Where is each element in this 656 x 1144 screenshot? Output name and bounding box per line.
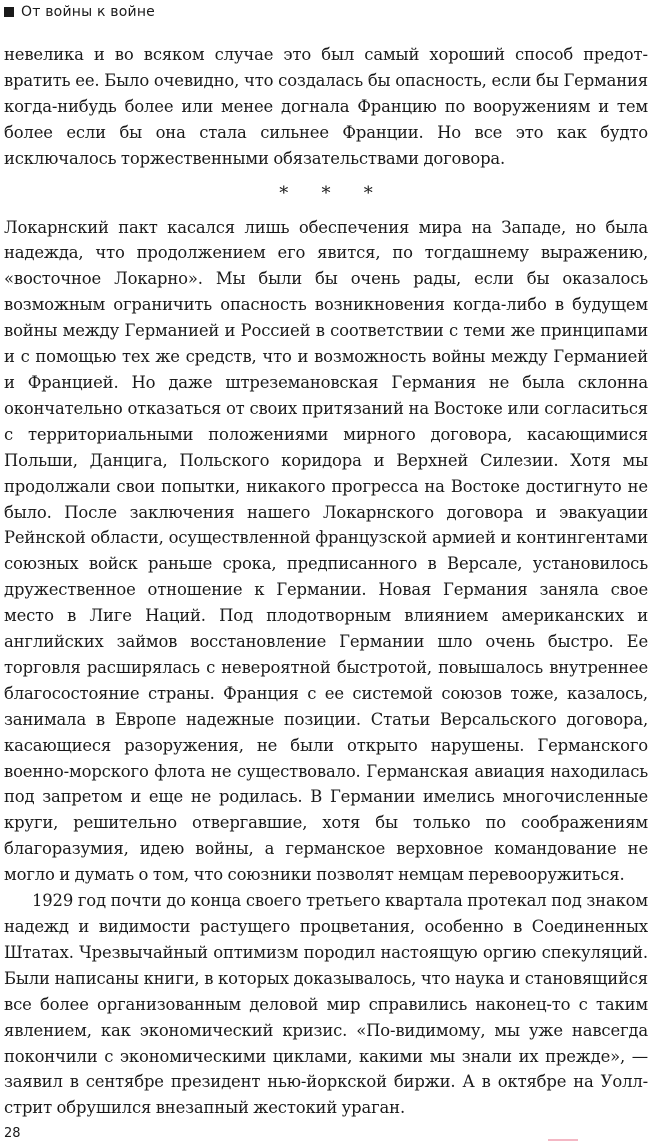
paragraph-locarno: Локарнский пакт касался лишь обеспечения мира на Западе, но была надежда, что продолжением его явится, по тогдашнему выражению, «восточное Локарно». Мы были бы очень рады, если бы оказалось возможным ограничить опасность возникновения когда-либо в будущем войны между Германией и Россией в соответствии с теми же принципами и с помощью тех же средств, что и возможность войны между Германией и Францией. Но даже штреземановская Германия не была склонна окончательно отказаться от своих притязаний на Востоке или согласиться с территориальными положениями мирного договора, касающимися Польши, Данцига, Польского коридора и Верхней Силезии. Хотя мы продолжали свои попытки, никакого прогресса на Востоке достигнуто не было. После заключения нашего Локарнского договора и эвакуации Рейнской области, осуществленной французской армией и контингентами союзных войск раньше срока, предписанного в Версале, установилось дружественное отношение к Германии. Новая Германия заняла свое место в Лиге Наций. Под плодотворным влиянием американских и английских займов восстановление Германии шло очень быстро. Ее торговля расширялась с невероятной быстротой, повышалось внутреннее благосостояние страны. Франция с ее системой союзов тоже, казалось, занимала в Европе надежные позиции. Статьи Версальского договора, касающиеся разоружения, не были открыто нарушены. Германского военно-морского флота не существовало. Германская авиация находилась под запретом и еще не родилась. В Германии имелись многочисленные круги, решительно отвергавшие, хотя бы только по соображениям благоразумия, идею войны, а германское верховное командование не могло и думать о том, что союзники позволят немцам перевооружиться. [4,217,648,885]
page-body [4,42,648,1121]
section-divider: * * * [279,182,387,204]
black-square-icon [4,7,14,17]
paragraph-continued: невелика и во всяком случае это был самый хороший способ предотвратить ее. Было очевидно, что создалась бы опасность, если бы Германия когда-нибудь более или менее догнала Францию по вооружениям и тем более если бы она стала сильнее Франции. Но все это как будто исключалось торжественными обязательствами договора. [4,45,648,168]
running-head [4,2,155,22]
paragraph-1929: 1929 год почти до конца своего третьего квартала протекал под знаком надежд и видимости растущего процветания, особенно в Соединенных Штатах. Чрезвычайный оптимизм породил настоящую оргию спекуляций. Были написаны книги, в которых доказывалось, что наука и становящийся все более организованным деловой мир справились наконец-то с таким явлением, как экономический кризис. «По-видимому, мы уже навсегда покончили с экономическими циклами, какими мы знали их прежде», — заявил в сентябре президент нью-йоркской биржи. А в октябре на Уолл-стрит обрушился внезапный жестокий ураган. [4,891,648,1118]
running-title: От войны к войне [21,4,155,20]
footer-decoration [548,1139,578,1141]
page-number: 28 [4,1126,21,1141]
